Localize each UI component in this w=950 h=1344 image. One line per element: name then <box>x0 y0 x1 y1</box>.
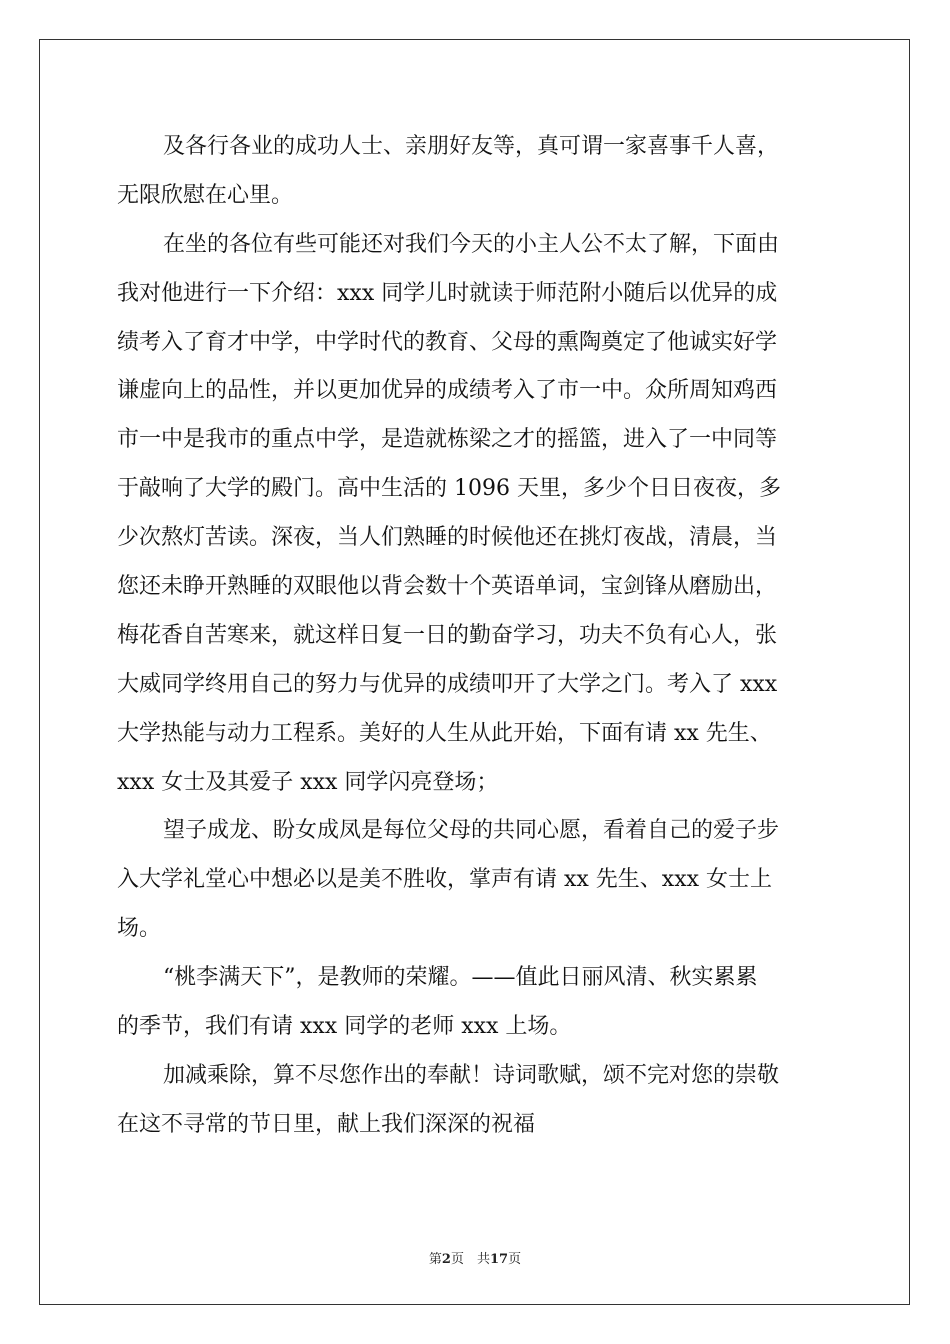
page-current: 2 <box>441 1252 451 1267</box>
text-line: 绩考入了育才中学，中学时代的教育、父母的熏陶奠定了他诚实好学 <box>117 329 778 355</box>
text-line: “桃李满天下”，是教师的荣耀。——值此日丽风清、秋实累累 <box>163 965 758 991</box>
text-line: 及各行各业的成功人士、亲朋好友等，真可谓一家喜事千人喜， <box>163 134 780 159</box>
text-line: 大威同学终用自己的努力与优异的成绩叩开了大学之门。考入了 xxx <box>117 671 778 697</box>
text-line: 望子成龙、盼女成凤是每位父母的共同心愿，看着自己的爱子步 <box>163 818 780 844</box>
text-line: 在这不寻常的节日里，献上我们深深的祝福 <box>117 1111 536 1137</box>
text-line: 您还未睁开熟睡的双眼他以背会数十个英语单词，宝剑锋从磨励出， <box>117 574 778 600</box>
text-line: 在坐的各位有些可能还对我们今天的小主人公不太了解，下面由 <box>163 231 780 257</box>
text-line: 我对他进行一下介绍：xxx 同学儿时就读于师范附小随后以优异的成 <box>117 280 778 306</box>
paragraph <box>117 123 857 221</box>
text-line: 大学热能与动力工程系。美好的人生从此开始，下面有请 xx 先生、 <box>117 720 772 746</box>
page-prefix: 第 <box>428 1252 442 1267</box>
text-line: 少次熬灯苦读。深夜，当人们熟睡的时候他还在挑灯夜战，清晨，当 <box>117 525 778 551</box>
page-suffix: 页 <box>508 1252 522 1267</box>
text-line: 谦虚向上的品性，并以更加优异的成绩考入了市一中。众所周知鸡西 <box>117 378 778 404</box>
paragraph <box>117 807 857 954</box>
paragraph <box>117 954 857 1052</box>
text-line: 的季节，我们有请 xxx 同学的老师 xxx 上场。 <box>117 1014 572 1040</box>
document-body <box>117 123 857 1150</box>
text-line: 市一中是我市的重点中学，是造就栋梁之才的摇篮，进入了一中同等 <box>117 427 778 453</box>
paragraph <box>117 1052 857 1150</box>
page-total: 17 <box>489 1252 509 1267</box>
text-line: 加减乘除，算不尽您作出的奉献！诗词歌赋，颂不完对您的崇敬 <box>163 1062 780 1088</box>
page-mid: 页 共 <box>450 1252 490 1267</box>
text-line: 于敲响了大学的殿门。高中生活的 1096 天里，多少个日日夜夜，多 <box>117 476 781 502</box>
text-line: 梅花香自苦寒来，就这样日复一日的勤奋学习，功夫不负有心人，张 <box>117 622 778 648</box>
text-line: xxx 女士及其爱子 xxx 同学闪亮登场； <box>117 769 499 795</box>
paragraph <box>117 221 857 808</box>
text-line: 无限欣慰在心里。 <box>117 182 294 208</box>
text-line: 场。 <box>117 916 162 942</box>
text-line: 入大学礼堂心中想必以是美不胜收，掌声有请 xx 先生、xxx 女士上 <box>117 867 773 893</box>
page-footer <box>0 1248 950 1267</box>
